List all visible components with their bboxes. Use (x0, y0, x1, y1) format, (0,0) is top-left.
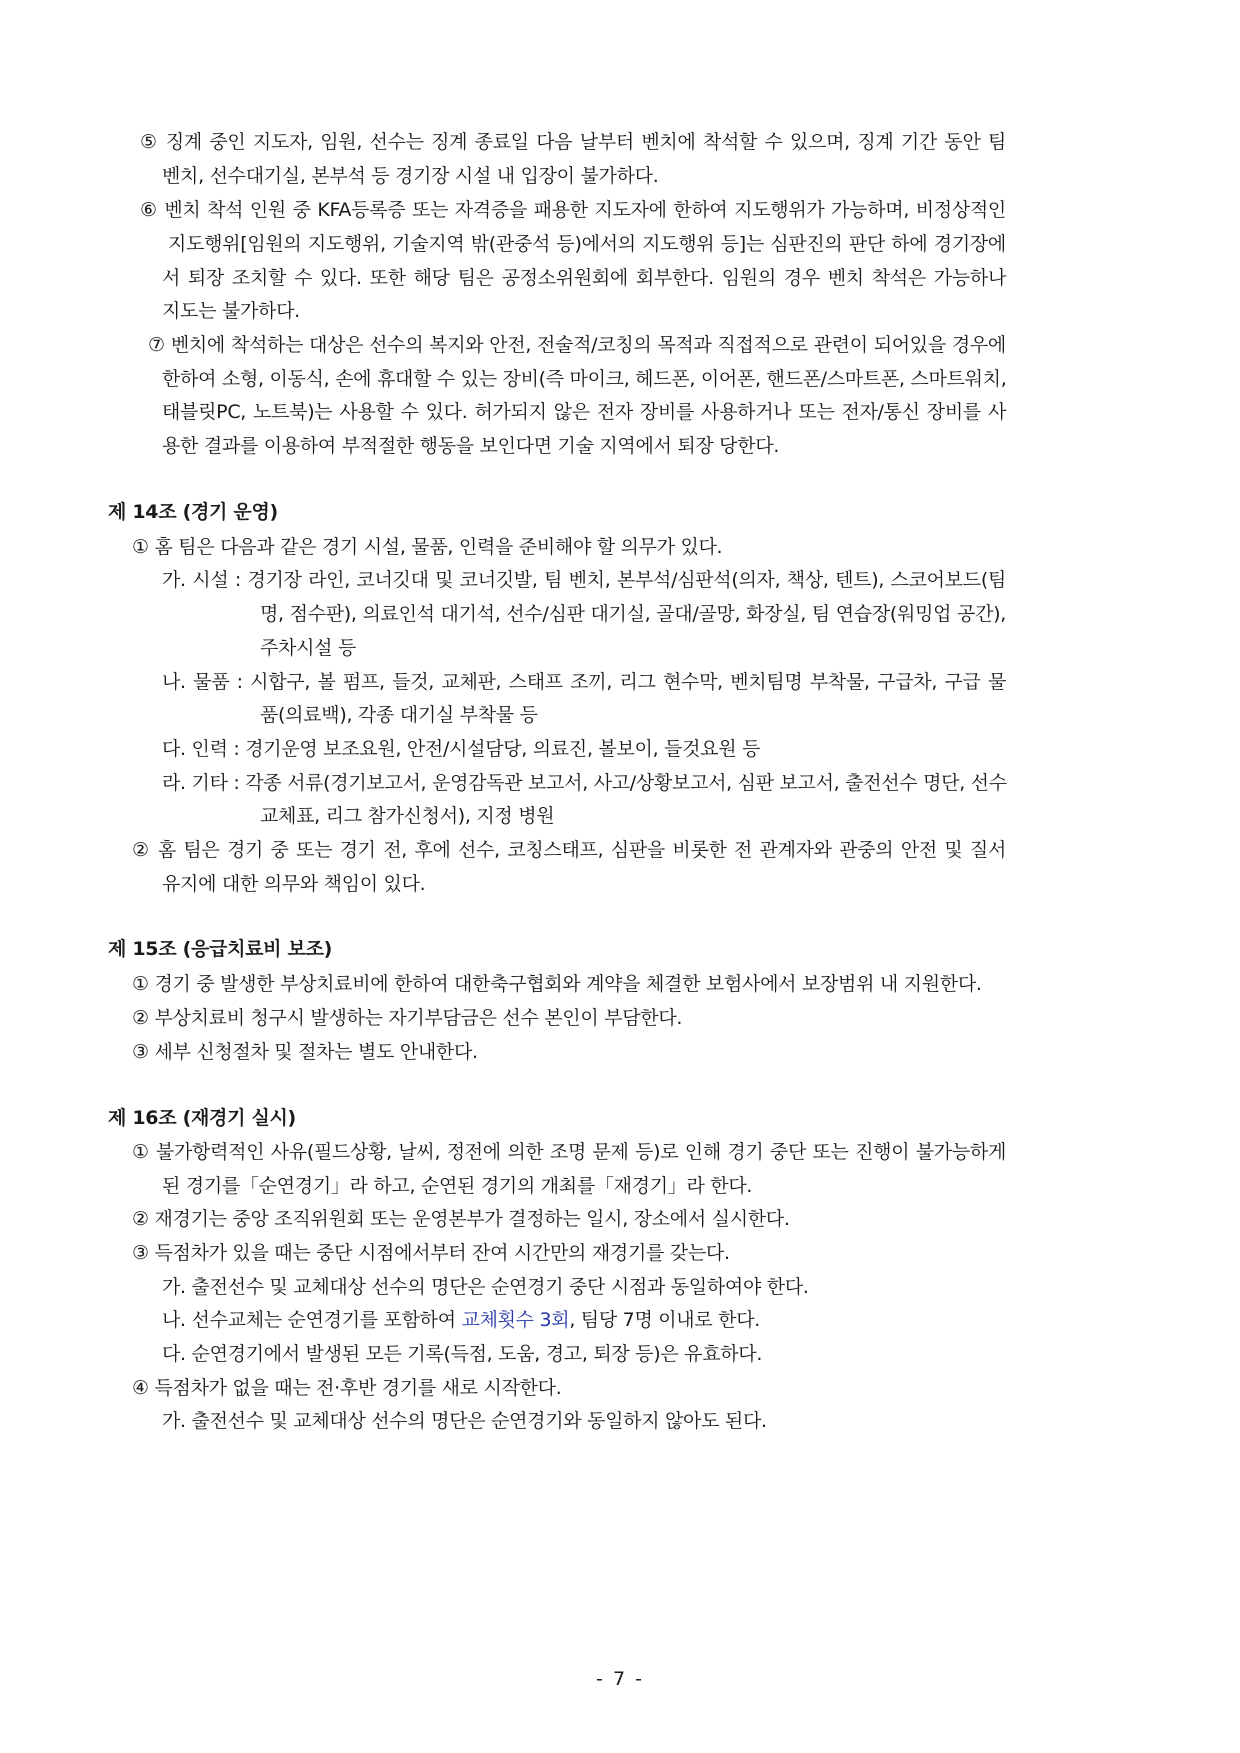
article-16-item-4: ④ 득점차가 없을 때는 전·후반 경기를 새로 시작한다. (132, 1377, 562, 1399)
item-7-line-3: 태블릿PC, 노트북)는 사용할 수 있다. 허가되지 않은 전자 장비를 사용하거나 또는 전자/통신 장비를 사 (162, 401, 1006, 423)
article-14-ra-line-1: 라. 기타 : 각종 서류(경기보고서, 운영감독관 보고서, 사고/상황보고서, 심판 보고서, 출전선수 명단, 선수 (162, 772, 1007, 794)
article-16-item-3-na-post: , 팀당 7명 이내로 한다. (569, 1309, 760, 1331)
article-14-item-2-line-1: ② 홈 팀은 경기 중 또는 경기 전, 후에 선수, 코칭스태프, 심판을 비롯한 전 관계자와 관중의 안전 및 질서 (132, 839, 1006, 861)
page-number: - 7 - (596, 1668, 644, 1690)
article-14-da: 다. 인력 : 경기운영 보조요원, 안전/시설담당, 의료진, 볼보이, 들것요원 등 (162, 738, 761, 760)
item-6-line-3: 서 퇴장 조치할 수 있다. 또한 해당 팀은 공정소위원회에 회부한다. 임원의 경우 벤치 착석은 가능하나 (162, 267, 1006, 289)
article-14-item-1: ① 홈 팀은 다음과 같은 경기 시설, 물품, 인력을 준비해야 할 의무가 있다. (132, 536, 723, 558)
article-16-item-3-ga: 가. 출전선수 및 교체대상 선수의 명단은 순연경기 중단 시점과 동일하여야 한다. (162, 1276, 809, 1298)
item-6-line-1: ⑥ 벤치 착석 인원 중 KFA등록증 또는 자격증을 패용한 지도자에 한하여 지도행위가 가능하며, 비정상적인 (140, 199, 1006, 221)
item-5-line-1: ⑤ 징계 중인 지도자, 임원, 선수는 징계 종료일 다음 날부터 벤치에 착석할 수 있으며, 징계 기간 동안 팀 (140, 131, 1006, 153)
item-7-line-4: 용한 결과를 이용하여 부적절한 행동을 보인다면 기술 지역에서 퇴장 당한다. (162, 435, 780, 457)
article-14-na-line-2: 품(의료백), 각종 대기실 부착물 등 (260, 704, 538, 726)
item-5-line-2: 벤치, 선수대기실, 본부석 등 경기장 시설 내 입장이 불가하다. (162, 165, 659, 187)
item-6-line-2: 지도행위[임원의 지도행위, 기술지역 밖(관중석 등)에서의 지도행위 등]는 심판진의 판단 하에 경기장에 (168, 233, 1006, 255)
article-16-item-3-na (162, 1308, 760, 1332)
article-16-item-3: ③ 득점차가 있을 때는 중단 시점에서부터 잔여 시간만의 재경기를 갖는다. (132, 1242, 730, 1264)
article-14-ga-line-2: 명, 점수판), 의료인석 대기석, 선수/심판 대기실, 골대/골망, 화장실, 팀 연습장(워밍업 공간), (260, 603, 1006, 625)
article-16-item-4-ga: 가. 출전선수 및 교체대상 선수의 명단은 순연경기와 동일하지 않아도 된다. (162, 1410, 767, 1432)
article-16-heading: 제 16조 (재경기 실시) (108, 1107, 296, 1129)
article-14-heading: 제 14조 (경기 운영) (108, 501, 278, 523)
item-7-line-1: ⑦ 벤치에 착석하는 대상은 선수의 복지와 안전, 전술적/코칭의 목적과 직접적으로 관련이 되어있을 경우에 (148, 334, 1006, 356)
article-14-na-line-1: 나. 물품 : 시합구, 볼 펌프, 들것, 교체판, 스태프 조끼, 리그 현수막, 벤치팀명 부착물, 구급차, 구급 물 (162, 671, 1006, 693)
article-14-item-2-line-2: 유지에 대한 의무와 책임이 있다. (162, 873, 426, 895)
article-16-item-3-da: 다. 순연경기에서 발생된 모든 기록(득점, 도움, 경고, 퇴장 등)은 유효하다. (162, 1343, 763, 1365)
article-15-heading: 제 15조 (응급치료비 보조) (108, 938, 333, 960)
substitution-count-highlight: 교체횟수 3회 (461, 1309, 570, 1331)
article-14-ra-line-2: 교체표, 리그 참가신청서), 지정 병원 (260, 805, 555, 827)
article-14-ga-line-1: 가. 시설 : 경기장 라인, 코너깃대 및 코너깃발, 팀 벤치, 본부석/심판석(의자, 책상, 텐트), 스코어보드(팀 (162, 569, 1006, 591)
item-6-line-4: 지도는 불가하다. (162, 300, 300, 322)
item-7-line-2: 한하여 소형, 이동식, 손에 휴대할 수 있는 장비(즉 마이크, 헤드폰, 이어폰, 핸드폰/스마트폰, 스마트워치, (162, 368, 1007, 390)
article-15-item-3: ③ 세부 신청절차 및 절차는 별도 안내한다. (132, 1041, 478, 1063)
article-14-ga-line-3: 주차시설 등 (260, 637, 357, 659)
article-15-item-2: ② 부상치료비 청구시 발생하는 자기부담금은 선수 본인이 부담한다. (132, 1007, 683, 1029)
article-16-item-3-na-pre: 나. 선수교체는 순연경기를 포함하여 (162, 1309, 462, 1331)
article-16-item-1-line-1: ① 불가항력적인 사유(필드상황, 날씨, 정전에 의한 조명 문제 등)로 인해 경기 중단 또는 진행이 불가능하게 (132, 1141, 1006, 1163)
article-15-item-1: ① 경기 중 발생한 부상치료비에 한하여 대한축구협회와 계약을 체결한 보험사에서 보장범위 내 지원한다. (132, 973, 982, 995)
article-16-item-2: ② 재경기는 중앙 조직위원회 또는 운영본부가 결정하는 일시, 장소에서 실시한다. (132, 1208, 790, 1230)
article-16-item-1-line-2: 된 경기를「순연경기」라 하고, 순연된 경기의 개최를「재경기」라 한다. (162, 1175, 753, 1197)
